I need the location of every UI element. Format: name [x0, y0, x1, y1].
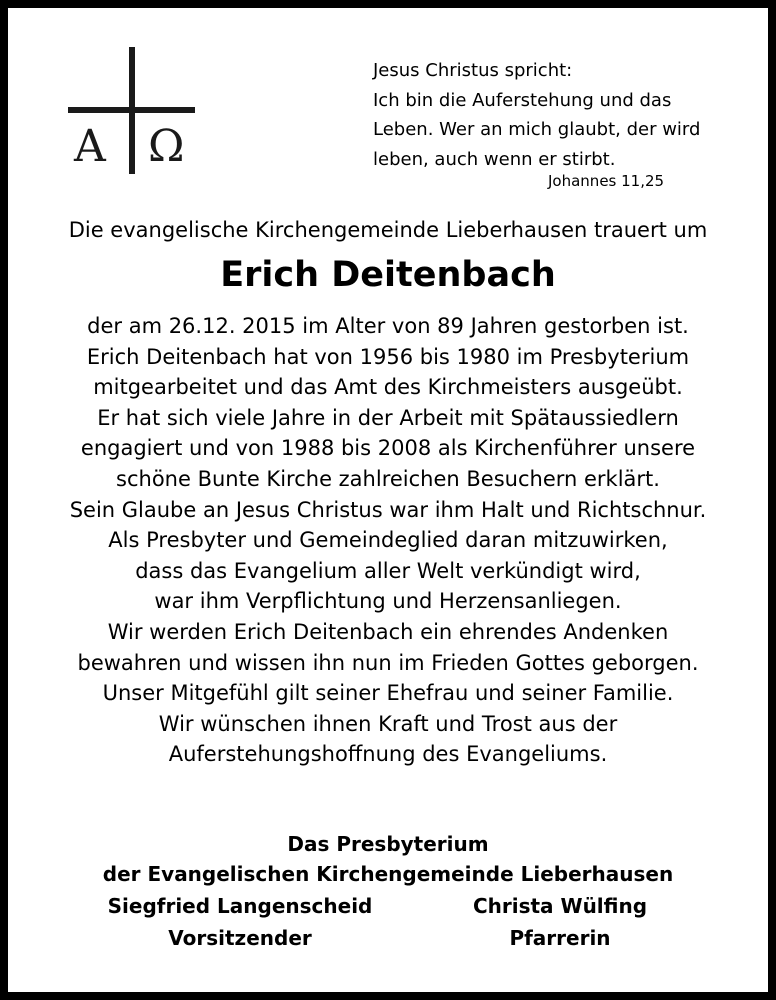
- intro-line: Die evangelische Kirchengemeinde Lieberhausen trauert um: [68, 218, 708, 242]
- text-line: Als Presbyter und Gemeindeglied daran mitzuwirken,: [108, 528, 668, 553]
- verse-line: Leben. Wer an mich glaubt, der wird: [373, 119, 701, 140]
- signature-left-name: Siegfried Langenscheid: [107, 894, 373, 918]
- text-line: Wir wünschen ihnen Kraft und Trost aus der: [158, 711, 618, 736]
- omega-letter: Ω: [148, 121, 185, 172]
- text-line: engagiert und von 1988 bis 2008 als Kirchenführer unsere: [80, 436, 696, 461]
- text-line: mitgearbeitet und das Amt des Kirchmeisters ausgeübt.: [93, 375, 683, 400]
- signature-presbyterium: Das Presbyterium: [287, 832, 489, 856]
- signature-right-name: Christa Wülfing: [472, 894, 648, 918]
- signature-congregation: der Evangelischen Kirchengemeinde Lieberhausen: [102, 862, 674, 886]
- cross-alpha-omega-icon: [68, 47, 196, 175]
- alpha-letter: A: [74, 121, 106, 172]
- text-line: dass das Evangelium aller Welt verkündigt wird,: [135, 558, 641, 583]
- obituary-text: [0, 311, 776, 770]
- bible-verse: [373, 56, 733, 174]
- verse-reference: Johannes 11,25: [548, 172, 665, 190]
- text-line: bewahren und wissen ihn nun im Frieden Gottes geborgen.: [77, 650, 699, 675]
- text-line: Auferstehungshoffnung des Evangeliums.: [168, 742, 608, 767]
- text-line: war ihm Verpflichtung und Herzensanliegen.: [154, 589, 622, 614]
- signature-right-role: Pfarrerin: [509, 926, 611, 950]
- verse-line: leben, auch wenn er stirbt.: [373, 148, 616, 170]
- text-line: Er hat sich viele Jahre in der Arbeit mit Spätaussiedlern: [97, 405, 679, 430]
- text-line: Wir werden Erich Deitenbach ein ehrendes Andenken: [107, 619, 669, 644]
- text-line: Unser Mitgefühl gilt seiner Ehefrau und seiner Familie.: [102, 681, 674, 706]
- text-line: der am 26.12. 2015 im Alter von 89 Jahren gestorben ist.: [87, 314, 689, 338]
- text-line: Erich Deitenbach hat von 1956 bis 1980 im Presbyterium: [86, 344, 690, 369]
- verse-line: Ich bin die Auferstehung und das: [373, 89, 672, 111]
- cross-horizontal-bar: [68, 107, 195, 113]
- deceased-name: Erich Deitenbach: [220, 255, 556, 295]
- text-line: schöne Bunte Kirche zahlreichen Besuchern erklärt.: [116, 466, 660, 491]
- verse-line: Jesus Christus spricht:: [373, 60, 573, 81]
- text-line: Sein Glaube an Jesus Christus war ihm Halt und Richtschnur.: [69, 497, 707, 522]
- signature-left-role: Vorsitzender: [168, 926, 312, 950]
